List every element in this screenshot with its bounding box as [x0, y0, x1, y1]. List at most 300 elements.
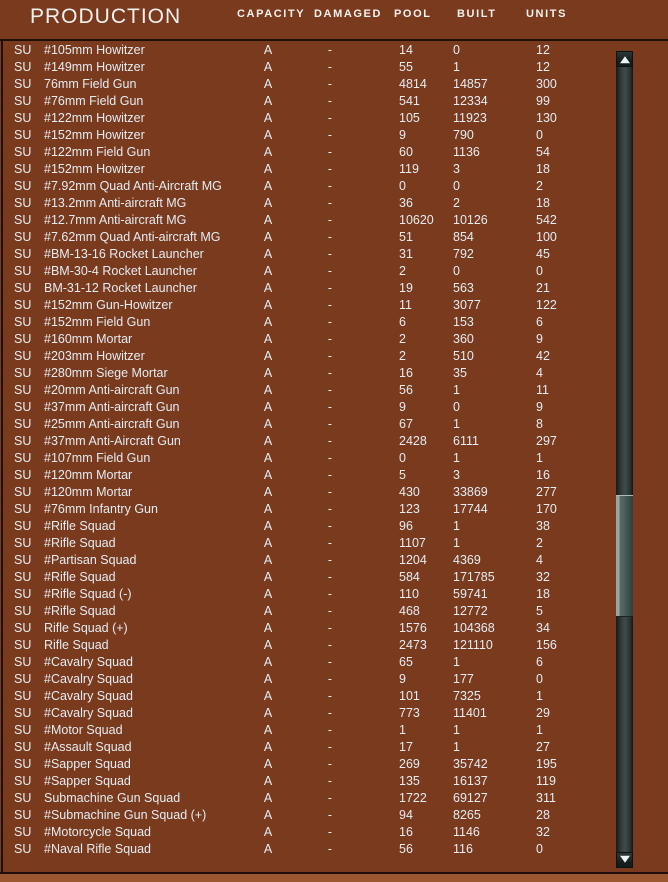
column-header-units: UNITS [526, 8, 567, 20]
table-row[interactable] [3, 450, 613, 467]
cell-name: #Rifle Squad [44, 570, 116, 584]
cell-damaged: - [327, 44, 333, 57]
cell-damaged: - [327, 179, 333, 193]
cell-units: 119 [536, 774, 556, 788]
cell-built: 11923 [453, 111, 487, 125]
cell-country: SU [14, 485, 32, 499]
cell-pool: 9 [399, 400, 406, 414]
cell-pool: 0 [399, 179, 406, 193]
cell-units: 156 [536, 638, 557, 652]
cell-pool: 94 [399, 808, 413, 822]
cell-name: #Sapper Squad [44, 774, 131, 788]
cell-built: 8265 [453, 808, 481, 822]
table-row[interactable] [3, 756, 613, 773]
cell-name: BM-31-12 Rocket Launcher [44, 281, 197, 295]
table-row[interactable] [3, 739, 613, 756]
cell-damaged: - [327, 740, 333, 754]
cell-name: 76mm Field Gun [44, 77, 137, 91]
table-row[interactable] [3, 348, 613, 365]
cell-built: 35 [453, 366, 467, 380]
cell-built: 360 [453, 332, 474, 346]
cell-country: SU [14, 60, 32, 74]
cell-damaged: - [327, 383, 333, 397]
table-row[interactable] [3, 399, 613, 416]
cell-capacity: A [263, 791, 273, 805]
cell-damaged: - [327, 485, 333, 499]
column-header-damaged: DAMAGED [314, 8, 383, 20]
cell-damaged: - [327, 298, 333, 312]
cell-built: 1 [453, 383, 460, 397]
cell-units: 54 [536, 145, 550, 159]
cell-capacity: A [263, 179, 273, 193]
table-row[interactable] [3, 790, 613, 807]
cell-damaged: - [327, 689, 333, 703]
table-row[interactable] [3, 246, 613, 263]
cell-units: 27 [536, 740, 550, 754]
cell-pool: 2473 [399, 638, 427, 652]
table-row[interactable] [3, 161, 613, 178]
cell-pool: 1722 [399, 791, 427, 805]
table-row[interactable] [3, 229, 613, 246]
cell-units: 8 [536, 417, 543, 431]
cell-name: #76mm Infantry Gun [44, 502, 158, 516]
cell-capacity: A [263, 60, 273, 74]
cell-country: SU [14, 77, 32, 91]
table-row[interactable] [3, 433, 613, 450]
cell-damaged: - [327, 757, 333, 771]
cell-built: 563 [453, 281, 474, 295]
cell-name: #Cavalry Squad [44, 655, 133, 669]
cell-country: SU [14, 791, 32, 805]
cell-country: SU [14, 604, 32, 618]
cell-built: 11401 [453, 706, 487, 720]
cell-country: SU [14, 825, 32, 839]
cell-pool: 67 [399, 417, 413, 431]
table-row[interactable] [3, 44, 613, 59]
bottom-strip [0, 874, 668, 882]
table-row[interactable] [3, 518, 613, 535]
cell-pool: 10620 [399, 213, 434, 227]
cell-damaged: - [327, 60, 333, 74]
cell-built: 1 [453, 60, 460, 74]
cell-name: #152mm Howitzer [44, 162, 145, 176]
cell-built: 3077 [453, 298, 481, 312]
cell-built: 1 [453, 451, 460, 465]
cell-pool: 17 [399, 740, 413, 754]
cell-country: SU [14, 774, 32, 788]
cell-built: 1 [453, 417, 460, 431]
cell-capacity: A [263, 587, 273, 601]
table-row[interactable] [3, 382, 613, 399]
cell-country: SU [14, 723, 32, 737]
table-row[interactable] [3, 212, 613, 229]
cell-capacity: A [263, 519, 273, 533]
cell-country: SU [14, 213, 32, 227]
cell-capacity: A [263, 77, 273, 91]
cell-capacity: A [263, 145, 273, 159]
cell-name: #BM-30-4 Rocket Launcher [44, 264, 197, 278]
cell-pool: 65 [399, 655, 413, 669]
table-row[interactable] [3, 195, 613, 212]
cell-units: 277 [536, 485, 557, 499]
table-row[interactable] [3, 467, 613, 484]
cell-name: #37mm Anti-Aircraft Gun [44, 434, 181, 448]
cell-units: 0 [536, 672, 543, 686]
cell-units: 9 [536, 400, 543, 414]
cell-capacity: A [263, 44, 273, 57]
cell-name: #105mm Howitzer [44, 44, 145, 57]
cell-country: SU [14, 655, 32, 669]
cell-pool: 468 [399, 604, 420, 618]
cell-pool: 16 [399, 825, 413, 839]
cell-name: #160mm Mortar [44, 332, 133, 346]
cell-units: 21 [536, 281, 550, 295]
cell-units: 18 [536, 162, 550, 176]
cell-damaged: - [327, 349, 333, 363]
cell-units: 100 [536, 230, 557, 244]
cell-country: SU [14, 519, 32, 533]
cell-units: 29 [536, 706, 550, 720]
cell-name: #Submachine Gun Squad (+) [44, 808, 207, 822]
cell-name: #Partisan Squad [44, 553, 137, 567]
cell-name: #Rifle Squad [44, 604, 116, 618]
cell-built: 1 [453, 655, 460, 669]
cell-damaged: - [327, 774, 333, 788]
table-row[interactable] [3, 110, 613, 127]
cell-country: SU [14, 400, 32, 414]
cell-name: #Cavalry Squad [44, 689, 133, 703]
cell-built: 177 [453, 672, 474, 686]
cell-units: 4 [536, 366, 543, 380]
cell-damaged: - [327, 536, 333, 550]
table-row[interactable] [3, 127, 613, 144]
cell-damaged: - [327, 196, 333, 210]
cell-damaged: - [327, 434, 333, 448]
cell-country: SU [14, 44, 32, 57]
table-row[interactable] [3, 569, 613, 586]
scroll-down-button[interactable] [616, 852, 633, 868]
cell-capacity: A [263, 366, 273, 380]
cell-capacity: A [263, 740, 273, 754]
cell-units: 9 [536, 332, 543, 346]
column-header-built: BUILT [457, 8, 497, 20]
cell-capacity: A [263, 94, 273, 108]
cell-capacity: A [263, 570, 273, 584]
cell-units: 1 [536, 451, 543, 465]
table-row[interactable] [3, 331, 613, 348]
cell-capacity: A [263, 638, 273, 652]
cell-capacity: A [263, 485, 273, 499]
table-row[interactable] [3, 416, 613, 433]
cell-pool: 541 [399, 94, 420, 108]
cell-units: 170 [536, 502, 557, 516]
cell-built: 792 [453, 247, 474, 261]
scroll-track[interactable] [616, 67, 633, 852]
cell-damaged: - [327, 332, 333, 346]
cell-country: SU [14, 808, 32, 822]
cell-country: SU [14, 247, 32, 261]
table-row[interactable] [3, 552, 613, 569]
cell-damaged: - [327, 94, 333, 108]
cell-units: 5 [536, 604, 543, 618]
cell-pool: 101 [399, 689, 420, 703]
table-row[interactable] [3, 365, 613, 382]
cell-capacity: A [263, 400, 273, 414]
cell-pool: 2 [399, 332, 406, 346]
cell-name: #122mm Field Gun [44, 145, 151, 159]
cell-name: #120mm Mortar [44, 485, 133, 499]
cell-pool: 773 [399, 706, 420, 720]
cell-units: 2 [536, 179, 543, 193]
cell-capacity: A [263, 468, 273, 482]
table-row[interactable] [3, 654, 613, 671]
cell-capacity: A [263, 247, 273, 261]
cell-country: SU [14, 451, 32, 465]
cell-damaged: - [327, 264, 333, 278]
cell-name: #Sapper Squad [44, 757, 131, 771]
cell-capacity: A [263, 349, 273, 363]
cell-capacity: A [263, 672, 273, 686]
table-row[interactable] [3, 178, 613, 195]
cell-name: #203mm Howitzer [44, 349, 145, 363]
cell-damaged: - [327, 808, 333, 822]
cell-units: 542 [536, 213, 557, 227]
cell-name: #Cavalry Squad [44, 706, 133, 720]
cell-built: 510 [453, 349, 474, 363]
cell-name: #107mm Field Gun [44, 451, 151, 465]
cell-damaged: - [327, 842, 333, 856]
cell-capacity: A [263, 196, 273, 210]
cell-capacity: A [263, 128, 273, 142]
table-row[interactable] [3, 637, 613, 654]
cell-damaged: - [327, 553, 333, 567]
cell-built: 14857 [453, 77, 488, 91]
cell-units: 4 [536, 553, 543, 567]
cell-built: 17744 [453, 502, 488, 516]
cell-pool: 11 [399, 298, 412, 312]
cell-built: 153 [453, 315, 474, 329]
cell-pool: 14 [399, 44, 413, 57]
cell-units: 18 [536, 587, 550, 601]
cell-damaged: - [327, 315, 333, 329]
cell-capacity: A [263, 213, 273, 227]
cell-pool: 123 [399, 502, 420, 516]
table-row[interactable] [3, 603, 613, 620]
cell-damaged: - [327, 791, 333, 805]
cell-damaged: - [327, 77, 333, 91]
cell-built: 3 [453, 468, 460, 482]
cell-pool: 135 [399, 774, 420, 788]
cell-pool: 1 [399, 723, 406, 737]
cell-units: 32 [536, 570, 550, 584]
cell-built: 69127 [453, 791, 488, 805]
cell-capacity: A [263, 383, 273, 397]
page-title: PRODUCTION [30, 5, 182, 28]
cell-name: #152mm Gun-Howitzer [44, 298, 173, 312]
cell-built: 0 [453, 400, 460, 414]
cell-name: #BM-13-16 Rocket Launcher [44, 247, 204, 261]
cell-name: Rifle Squad (+) [44, 621, 128, 635]
cell-damaged: - [327, 621, 333, 635]
cell-name: #Rifle Squad (-) [44, 587, 132, 601]
cell-country: SU [14, 366, 32, 380]
cell-country: SU [14, 264, 32, 278]
cell-name: #Rifle Squad [44, 536, 116, 550]
cell-built: 33869 [453, 485, 488, 499]
cell-damaged: - [327, 213, 333, 227]
cell-built: 12772 [453, 604, 488, 618]
table-row[interactable] [3, 586, 613, 603]
cell-name: #7.92mm Quad Anti-Aircraft MG [44, 179, 222, 193]
cell-units: 0 [536, 264, 543, 278]
cell-capacity: A [263, 434, 273, 448]
table-row[interactable] [3, 144, 613, 161]
cell-damaged: - [327, 281, 333, 295]
cell-name: #37mm Anti-aircraft Gun [44, 400, 180, 414]
cell-built: 3 [453, 162, 460, 176]
cell-country: SU [14, 638, 32, 652]
table-row[interactable] [3, 722, 613, 739]
cell-name: #20mm Anti-aircraft Gun [44, 383, 180, 397]
cell-built: 854 [453, 230, 474, 244]
cell-units: 99 [536, 94, 550, 108]
cell-damaged: - [327, 723, 333, 737]
cell-capacity: A [263, 706, 273, 720]
cell-units: 130 [536, 111, 557, 125]
cell-units: 18 [536, 196, 550, 210]
cell-built: 1 [453, 740, 460, 754]
cell-units: 11 [536, 383, 549, 397]
cell-capacity: A [263, 808, 273, 822]
cell-damaged: - [327, 825, 333, 839]
cell-pool: 9 [399, 128, 406, 142]
cell-name: #152mm Howitzer [44, 128, 145, 142]
cell-country: SU [14, 434, 32, 448]
cell-pool: 4814 [399, 77, 427, 91]
table-row[interactable] [3, 620, 613, 637]
table-row[interactable] [3, 297, 613, 314]
scroll-thumb[interactable] [616, 495, 633, 617]
table-row[interactable] [3, 841, 613, 858]
cell-units: 12 [536, 44, 550, 57]
cell-damaged: - [327, 587, 333, 601]
cell-country: SU [14, 740, 32, 754]
table-row[interactable] [3, 688, 613, 705]
table-row[interactable] [3, 280, 613, 297]
cell-built: 0 [453, 179, 460, 193]
cell-name: #Naval Rifle Squad [44, 842, 152, 856]
down-arrow-icon [620, 856, 630, 863]
cell-damaged: - [327, 638, 333, 652]
cell-pool: 36 [399, 196, 413, 210]
cell-pool: 19 [399, 281, 413, 295]
cell-pool: 96 [399, 519, 413, 533]
cell-damaged: - [327, 400, 333, 414]
cell-built: 0 [453, 44, 460, 57]
cell-built: 10126 [453, 213, 488, 227]
header-divider [0, 39, 668, 41]
cell-capacity: A [263, 536, 273, 550]
cell-country: SU [14, 298, 32, 312]
cell-built: 12334 [453, 94, 488, 108]
cell-built: 2 [453, 196, 460, 210]
cell-name: #152mm Field Gun [44, 315, 151, 329]
cell-capacity: A [263, 417, 273, 431]
table-row[interactable] [3, 484, 613, 501]
cell-units: 300 [536, 77, 557, 91]
cell-country: SU [14, 281, 32, 295]
cell-name: #Assault Squad [44, 740, 132, 754]
table-row[interactable] [3, 807, 613, 824]
table-row[interactable] [3, 93, 613, 110]
table-row[interactable] [3, 59, 613, 76]
table-row[interactable] [3, 705, 613, 722]
cell-units: 6 [536, 315, 543, 329]
cell-country: SU [14, 689, 32, 703]
cell-built: 1 [453, 723, 460, 737]
cell-units: 195 [536, 757, 557, 771]
table-row[interactable] [3, 263, 613, 280]
table-row[interactable] [3, 671, 613, 688]
table-row[interactable] [3, 501, 613, 518]
table-row[interactable] [3, 535, 613, 552]
cell-built: 1 [453, 536, 460, 550]
cell-country: SU [14, 230, 32, 244]
cell-pool: 105 [399, 111, 420, 125]
cell-damaged: - [327, 128, 333, 142]
cell-name: #7.62mm Quad Anti-aircraft MG [44, 230, 221, 244]
cell-capacity: A [263, 774, 273, 788]
column-header-pool: POOL [394, 8, 432, 20]
cell-country: SU [14, 349, 32, 363]
scroll-up-button[interactable] [616, 51, 633, 67]
cell-capacity: A [263, 451, 273, 465]
table-row[interactable] [3, 76, 613, 93]
cell-damaged: - [327, 604, 333, 618]
cell-name: #122mm Howitzer [44, 111, 145, 125]
cell-pool: 269 [399, 757, 420, 771]
cell-built: 790 [453, 128, 474, 142]
table-row[interactable] [3, 824, 613, 841]
up-arrow-icon [620, 56, 630, 63]
cell-capacity: A [263, 621, 273, 635]
cell-units: 28 [536, 808, 550, 822]
cell-name: #12.7mm Anti-aircraft MG [44, 213, 187, 227]
cell-country: SU [14, 383, 32, 397]
cell-capacity: A [263, 332, 273, 346]
cell-country: SU [14, 553, 32, 567]
cell-built: 0 [453, 264, 460, 278]
cell-damaged: - [327, 417, 333, 431]
cell-damaged: - [327, 502, 333, 516]
cell-pool: 110 [399, 587, 419, 601]
cell-pool: 1576 [399, 621, 427, 635]
cell-units: 0 [536, 842, 543, 856]
cell-damaged: - [327, 162, 333, 176]
cell-capacity: A [263, 502, 273, 516]
cell-country: SU [14, 145, 32, 159]
cell-pool: 2428 [399, 434, 427, 448]
cell-country: SU [14, 536, 32, 550]
cell-built: 16137 [453, 774, 488, 788]
cell-pool: 31 [399, 247, 413, 261]
cell-pool: 6 [399, 315, 406, 329]
table-row[interactable] [3, 314, 613, 331]
cell-capacity: A [263, 298, 273, 312]
cell-pool: 1204 [399, 553, 427, 567]
table-row[interactable] [3, 773, 613, 790]
cell-units: 1 [536, 689, 543, 703]
